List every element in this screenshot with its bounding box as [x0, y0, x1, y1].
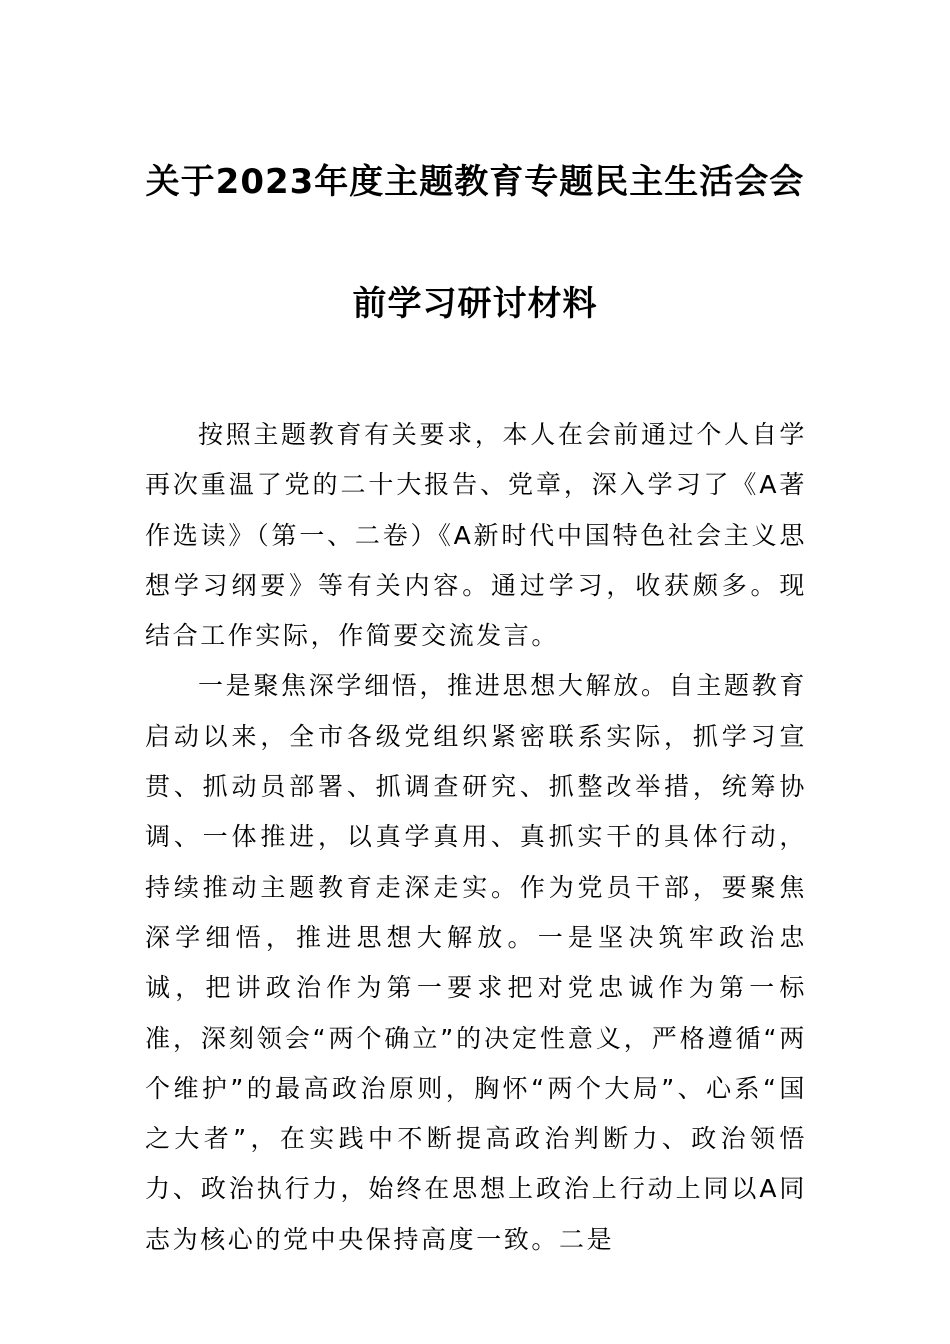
document-title-line-1: 关于2023年度主题教育专题民主生活会会	[145, 162, 805, 202]
paragraph-intro: 按照主题教育有关要求，本人在会前通过个人自学再次重温了党的二十大报告、党章，深入学习了《A著作选读》（第一、二卷）《A新时代中国特色社会主义思想学习纲要》等有关内容。通过学习，收获颇多。现结合工作实际，作简要交流发言。	[145, 420, 807, 651]
paragraph-point-one: 一是聚焦深学细悟，推进思想大解放。自主题教育启动以来，全市各级党组织紧密联系实际，抓学习宣贯、抓动员部署、抓调查研究、抓整改举措，统筹协调、一体推进，以真学真用、真抓实干的具体行动，持续推动主题教育走深走实。作为党员干部，要聚焦深学细悟，推进思想大解放。一是坚决筑牢政治忠诚，把讲政治作为第一要求把对党忠诚作为第一标准，深刻领会“两个确立”的决定性意义，严格遵循“两个维护”的最高政治原则，胸怀“两个大局”、心系“国之大者”，在实践中不断提高政治判断力、政治领悟力、政治执行力，始终在思想上政治上行动上同以A同志为核心的党中央保持高度一致。二是	[145, 671, 807, 1254]
document-body	[145, 410, 807, 1265]
document-title-line-2: 前学习研讨材料	[352, 284, 598, 324]
